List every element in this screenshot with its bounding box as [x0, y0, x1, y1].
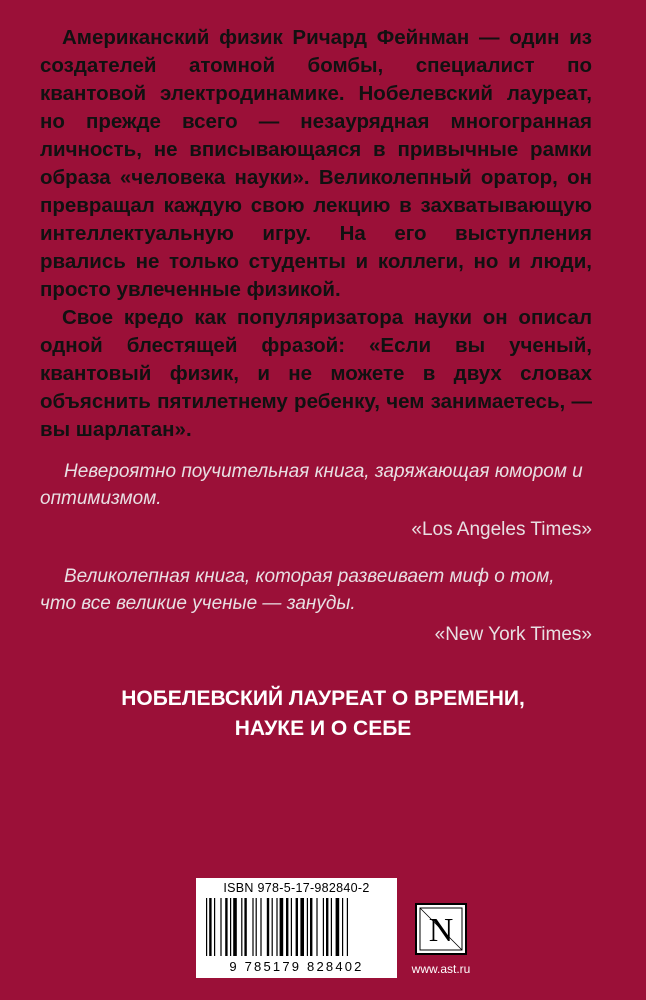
barcode-bar [286, 898, 288, 956]
publisher-logo-letter: N [428, 912, 454, 949]
barcode-bar [244, 898, 246, 956]
barcode-bar [225, 898, 227, 956]
barcode-bar [331, 898, 332, 956]
review-la-times [40, 458, 592, 543]
barcode-bar [310, 898, 312, 956]
barcode-bar [307, 898, 308, 956]
publisher-website: www.ast.ru [411, 962, 471, 976]
barcode-bar [342, 898, 343, 956]
barcode-bar [220, 898, 221, 956]
review-ny-times [40, 563, 592, 648]
publisher-logo-icon [414, 902, 468, 956]
isbn-label: ISBN 978-5-17-982840-2 [223, 881, 370, 895]
reviews-section [40, 458, 592, 648]
barcode-bar [260, 898, 261, 956]
review-source: «Los Angeles Times» [411, 519, 592, 540]
barcode-bar [230, 898, 231, 956]
barcode-digits: 9 785179 828402 [229, 959, 364, 974]
barcode-bar [300, 898, 304, 956]
barcode-bar [326, 898, 328, 956]
barcode-bar [336, 898, 340, 956]
barcode-bar [233, 898, 237, 956]
barcode-icon [202, 898, 391, 958]
barcode-bar [209, 898, 211, 956]
barcode-bar [347, 898, 348, 956]
barcode-bar [323, 898, 324, 956]
review-quote: Невероятно поучительная книга, заряжающая юмором и оптимизмом. [40, 461, 583, 509]
barcode-box [196, 878, 397, 978]
barcode-bar [241, 898, 242, 956]
barcode-bar [272, 898, 273, 956]
barcode-bar [276, 898, 277, 956]
barcode-bar [252, 898, 253, 956]
description-paragraph-2: Свое кредо как популяризатора науки он описал одной блестящей фразой: «Если вы ученый, квантовый физик, и не можете в двух словах объяснить пятилетнему ребенку, чем занимаетесь, — вы шарлатан». [40, 306, 592, 441]
slogan [0, 684, 646, 744]
barcode-bar [267, 898, 269, 956]
barcode-bar [256, 898, 257, 956]
description-text [40, 24, 592, 444]
review-quote: Великолепная книга, которая развеивает миф о том, что все великие ученые — зануды. [40, 566, 555, 614]
description-paragraph-1: Американский физик Ричард Фейнман — один из создателей атомной бомбы, специалист по квантовой электродинамике. Нобелевский лауреат, но прежде всего — незаурядная многогранная личность, не вписывающаяся в привычные рамки образа «человека науки». Великолепный оратор, он превращал каждую свою лекцию в захватывающую интеллектуальную игру. На его выступления рвались не только студенты и коллеги, но и люди, просто увлеченные физикой. [40, 26, 592, 301]
slogan-line-2: НАУКЕ И О СЕБЕ [234, 717, 412, 740]
barcode-bar [316, 898, 317, 956]
barcode-bar [280, 898, 284, 956]
barcode-bar [214, 898, 215, 956]
slogan-line-1: НОБЕЛЕВСКИЙ ЛАУРЕАТ О ВРЕМЕНИ, [121, 687, 525, 710]
barcode-bar [296, 898, 298, 956]
barcode-bar [291, 898, 292, 956]
barcode-bar [206, 898, 207, 956]
review-source: «New York Times» [434, 624, 592, 645]
